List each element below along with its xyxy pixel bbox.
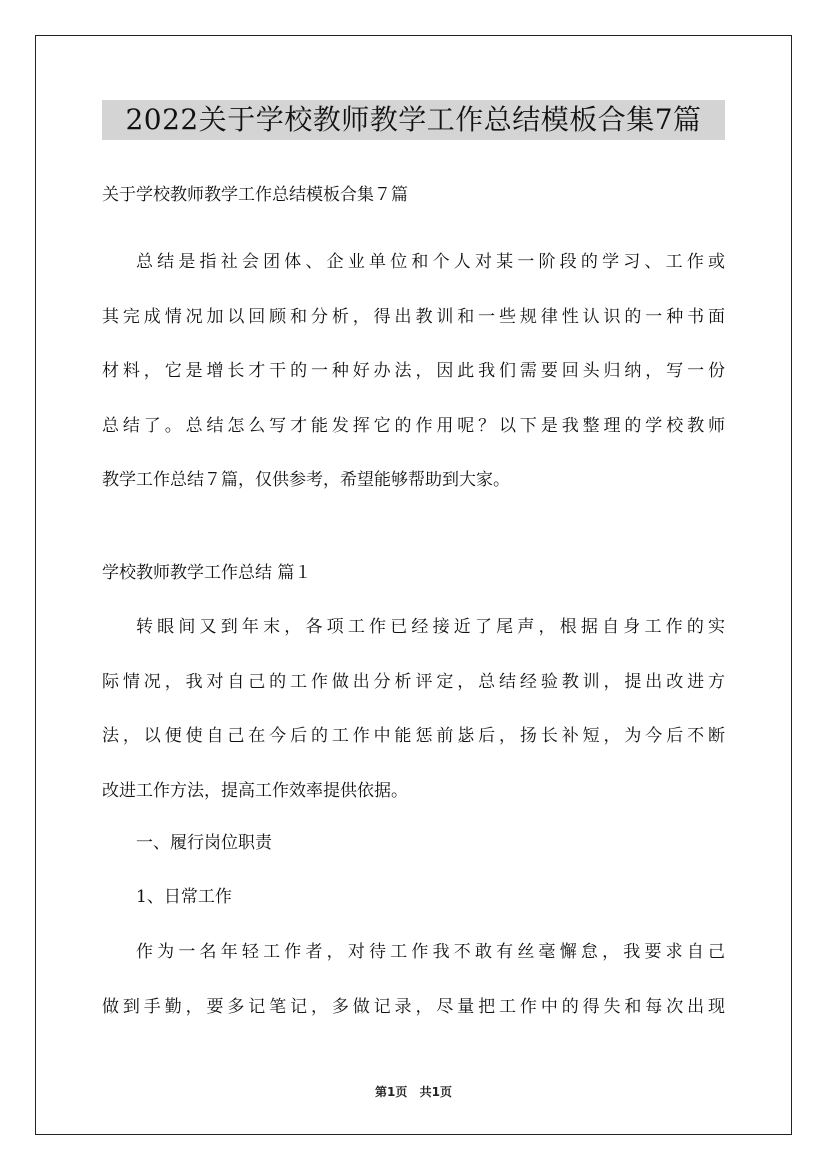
work-line: 做到手勤，要多记笔记，多做记录，尽量把工作中的得失和每次出现 — [102, 996, 725, 1017]
document-subtitle: 关于学校教师教学工作总结模板合集７篇 — [102, 185, 408, 205]
document-title: 2022关于学校教师教学工作总结模板合集7篇 — [102, 100, 725, 140]
intro-line: 总结是指社会团体、企业单位和个人对某一阶段的学习、工作或 — [136, 252, 725, 272]
work-paragraph — [102, 925, 725, 1034]
section-line: 法，以便使自己在今后的工作中能惩前毖后，扬长补短，为今后不断 — [102, 726, 725, 746]
section-line: 转眼间又到年末，各项工作已经接近了尾声，根据自身工作的实 — [136, 617, 725, 637]
intro-line: 材料，它是增长才干的一种好办法，因此我们需要回头归纳，写一份 — [102, 361, 725, 381]
intro-line: 教学工作总结７篇，仅供参考，希望能够帮助到大家。 — [102, 470, 510, 490]
section-line: 改进工作方法，提高工作效率提供依据。 — [102, 780, 408, 801]
page-footer — [0, 1083, 827, 1100]
intro-paragraph — [102, 235, 725, 508]
work-line: 作为一名年轻工作者，对待工作我不敢有丝毫懈怠，我要求自己 — [136, 942, 725, 962]
intro-line: 其完成情况加以回顾和分析，得出教训和一些规律性认识的一种书面 — [102, 306, 725, 327]
page-total: 共1页 — [419, 1085, 452, 1099]
item-heading-1-1: 1、日常工作 — [136, 887, 232, 907]
section-line: 际情况，我对自己的工作做出分析评定，总结经验教训，提出改进方 — [102, 671, 725, 692]
item-heading-1: 一、履行岗位职责 — [136, 833, 272, 853]
intro-line: 总结了。总结怎么写才能发挥它的作用呢？以下是我整理的学校教师 — [102, 415, 725, 436]
section-heading: 学校教师教学工作总结 篇１ — [102, 563, 312, 583]
page-number: 第1页 — [375, 1085, 408, 1099]
section-paragraph — [102, 600, 725, 818]
